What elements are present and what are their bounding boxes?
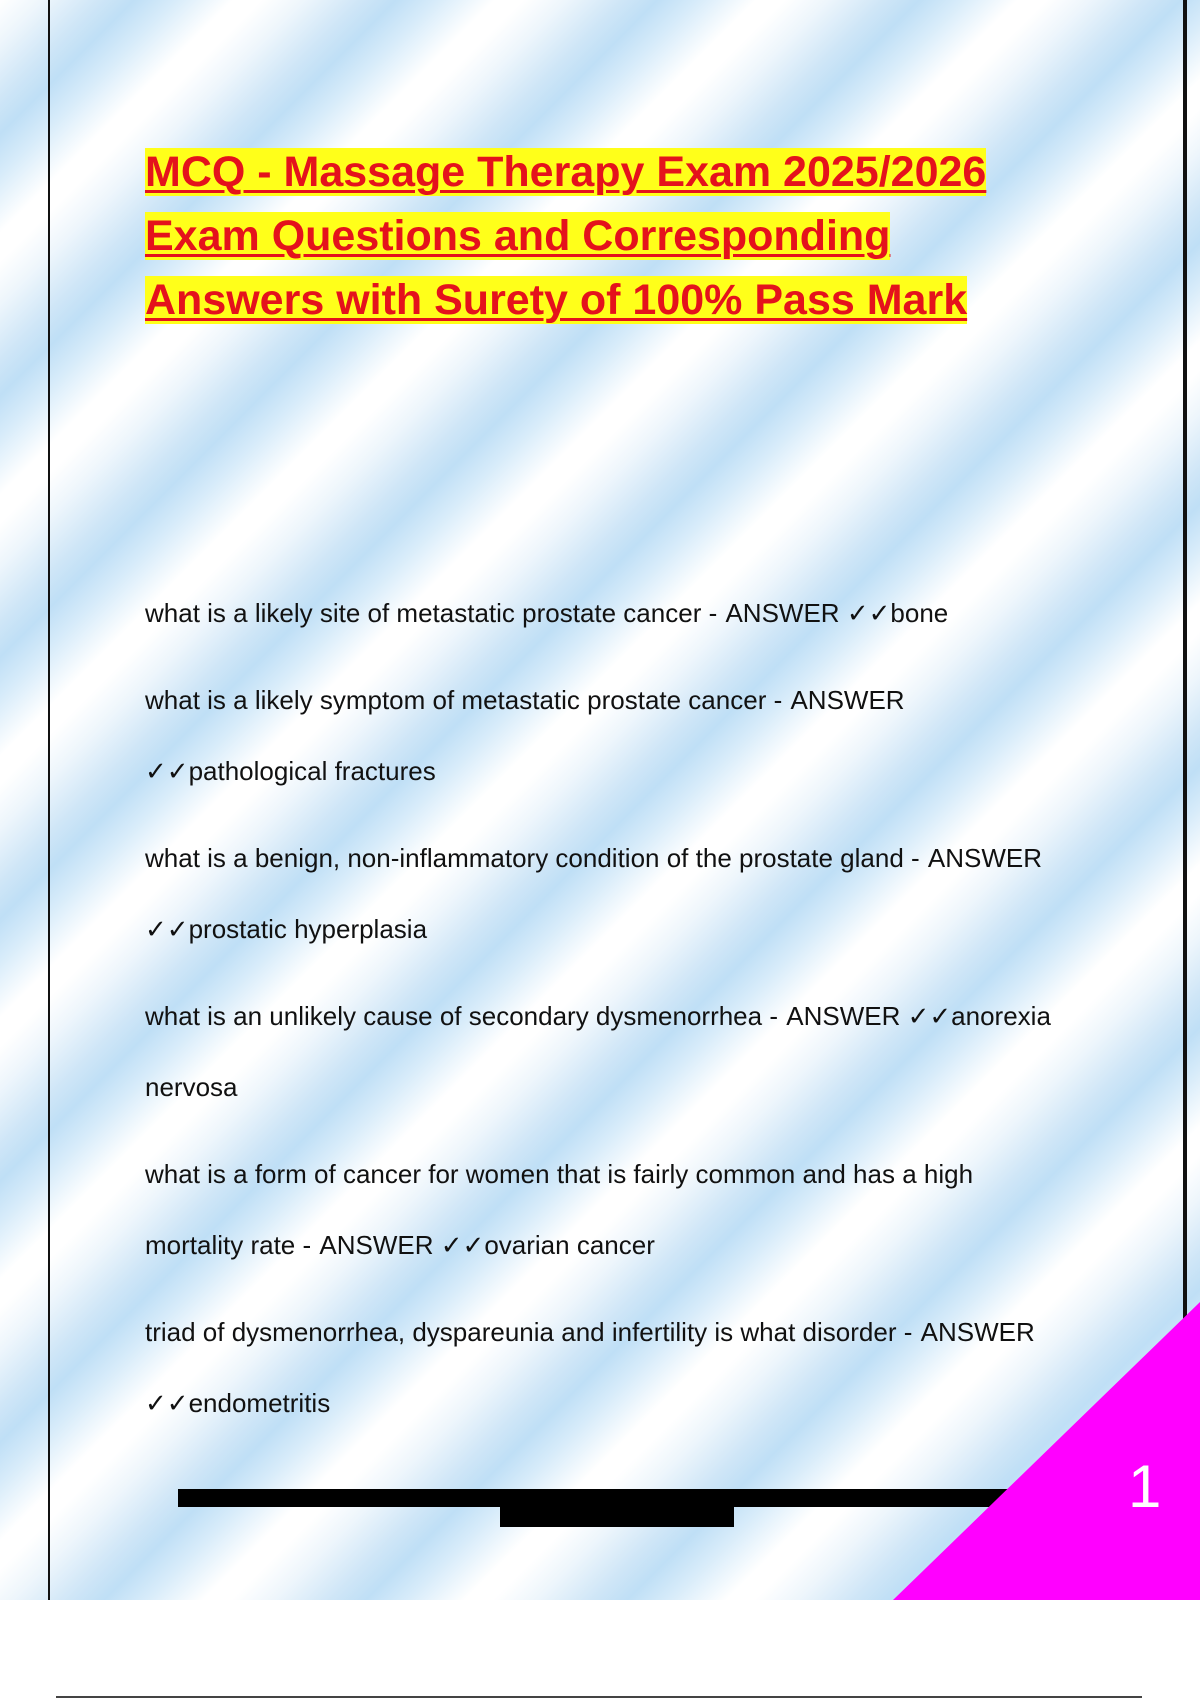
answer-label: ANSWER [786,1001,901,1031]
document-title [145,140,1075,332]
question-text: what is a likely site of metastatic prostate cancer - [145,598,718,628]
check-marks: ✓✓ [145,914,189,944]
answer-label: ANSWER [927,843,1043,873]
answer-text: prostatic hyperplasia [188,914,428,944]
answer-text: anorexia nervosa [145,1001,1051,1102]
question-text: what is a benign, non-inflammatory condition of the prostate gland - [145,843,920,873]
page-corner-triangle [893,1302,1200,1600]
answer-label: ANSWER [319,1230,434,1260]
check-marks: ✓✓ [440,1230,485,1260]
answer-text: endometritis [188,1388,331,1418]
answer-text: ovarian cancer [484,1230,655,1260]
bottom-rule [56,1696,1142,1698]
answer-text: bone [890,598,949,628]
answer-label: ANSWER [790,685,905,715]
check-marks: ✓✓ [145,756,189,786]
footer-bar-tab [500,1500,734,1527]
question-text: what is an unlikely cause of secondary dysmenorrhea - [145,1001,778,1031]
question-text: what is a likely symptom of metastatic prostate cancer - [145,685,783,715]
answer-label: ANSWER [920,1317,1035,1347]
answer-label: ANSWER [725,598,840,628]
qa-item [145,578,1075,649]
question-text: what is a form of cancer for women that is fairly common and has a high mortality rate - [145,1159,974,1260]
page-number: 1 [1128,1453,1162,1520]
check-marks: ✓✓ [907,1001,952,1031]
qa-item [145,665,1075,807]
qa-item [145,823,1075,965]
qa-item [145,981,1075,1123]
question-text: triad of dysmenorrhea, dyspareunia and infertility is what disorder - [145,1317,913,1347]
answer-text: pathological fractures [188,756,436,786]
page-border-left [48,0,50,1600]
check-marks: ✓✓ [145,1388,189,1418]
check-marks: ✓✓ [846,598,891,628]
document-title-text: MCQ - Massage Therapy Exam 2025/2026 Exam Questions and Corresponding Answers with Surety of 100% Pass Mark [145,148,987,324]
qa-item [145,1139,1075,1281]
